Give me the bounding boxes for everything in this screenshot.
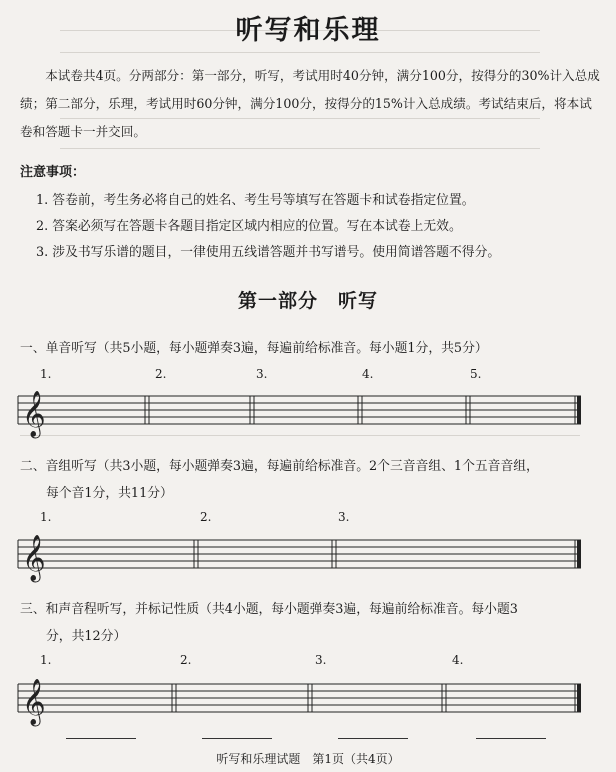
question-number: 4. — [452, 653, 464, 667]
question-number: 2. — [155, 367, 167, 381]
page-title: 听写和乐理 — [235, 15, 381, 46]
question-number: 1. — [40, 367, 52, 381]
answer-blank[interactable] — [476, 738, 546, 739]
question-number: 3. — [315, 653, 327, 667]
bleed-through-line — [60, 52, 540, 53]
treble-clef-icon: 𝄞 — [22, 535, 46, 581]
answer-blank[interactable] — [338, 738, 408, 739]
answer-blank[interactable] — [202, 738, 272, 739]
question-number: 2. — [200, 510, 212, 524]
question-number: 2. — [180, 653, 192, 667]
section-3-title: 三、和声音程听写，并标记性质（共4小题，每小题弹奏3遍，每遍前给标准音。每小题3 — [20, 602, 518, 617]
answer-blank[interactable] — [66, 738, 136, 739]
question-number: 5. — [470, 367, 482, 381]
note-item: 2. 答案必须写在答题卡各题目指定区域内相应的位置。写在本试卷上无效。 — [36, 219, 462, 234]
bleed-through-line — [60, 148, 540, 149]
question-number: 1. — [40, 653, 52, 667]
treble-clef-icon: 𝄞 — [22, 391, 46, 437]
question-number: 1. — [40, 510, 52, 524]
notes-heading: 注意事项： — [20, 165, 86, 180]
section-3-title-cont: 分，共12分） — [46, 629, 127, 644]
part-heading: 第一部分 听写 — [237, 290, 378, 312]
intro-paragraph: 本试卷共4页。分两部分：第一部分，听写，考试用时40分钟，满分100分，按得分的30%计入总成绩；第二部分，乐理，考试用时60分钟，满分100分，按得分的15%计入总成绩。考试结束后，将本试卷和答题卡一并交回。 — [20, 68, 600, 139]
section-2-title: 二、音组听写（共3小题，每小题弹奏3遍，每遍前给标准音。2个三音音组、1个五音音组， — [20, 459, 539, 474]
section-1-title: 一、单音听写（共5小题，每小题弹奏3遍，每遍前给标准音。每小题1分，共5分） — [20, 341, 488, 356]
treble-clef-icon: 𝄞 — [22, 679, 46, 725]
staff-section-1[interactable] — [18, 384, 584, 438]
question-number: 3. — [338, 510, 350, 524]
staff-section-3[interactable] — [18, 672, 584, 726]
page-footer: 听写和乐理试题 第1页（共4页） — [216, 752, 400, 766]
staff-section-2[interactable] — [18, 528, 584, 582]
note-item: 1. 答卷前，考生务必将自己的姓名、考生号等填写在答题卡和试卷指定位置。 — [36, 193, 475, 208]
section-2-title-cont: 每个音1分，共11分） — [46, 486, 173, 501]
note-item: 3. 涉及书写乐谱的题目，一律使用五线谱答题并书写谱号。使用简谱答题不得分。 — [36, 245, 501, 260]
question-number: 4. — [362, 367, 374, 381]
question-number: 3. — [256, 367, 268, 381]
